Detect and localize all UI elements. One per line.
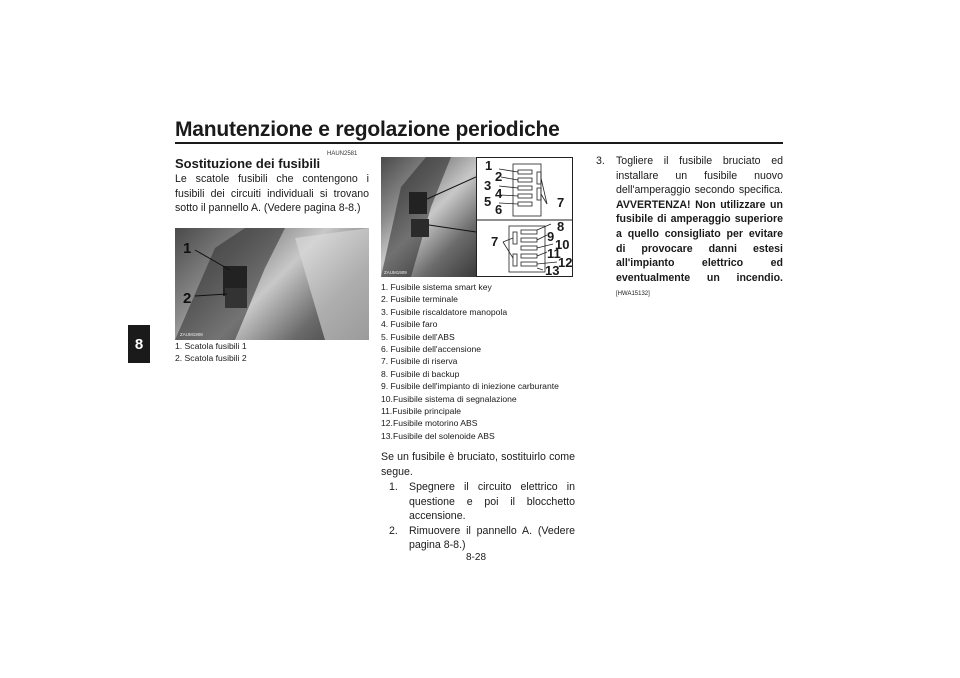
step-number: 3. bbox=[596, 155, 605, 167]
fuse-box-photo bbox=[175, 228, 369, 340]
step-text: Spegnere il circuito elettrico in questione e poi il blocchetto accensione. bbox=[409, 481, 575, 523]
legend-item: 1. Fusibile sistema smart key bbox=[381, 282, 492, 292]
section-intro: Le scatole fusibili che contengono i fusibili dei circuiti individuali si trovano sotto il pannello A. (Vedere pagina 8-8.) bbox=[175, 173, 369, 215]
legend-item: 13.Fusibile del solenoide ABS bbox=[381, 430, 495, 441]
diagram-label-8: 8 bbox=[557, 219, 565, 234]
diagram-label-5: 5 bbox=[484, 194, 492, 209]
section-code: HAUN2581 bbox=[327, 151, 358, 157]
figure-code: ZAUM1909 bbox=[384, 270, 407, 275]
chapter-tab: 8 bbox=[128, 325, 150, 363]
page-title: Manutenzione e regolazione periodiche bbox=[175, 118, 560, 141]
fuse-box-photo-art bbox=[175, 228, 369, 340]
diagram-label-4: 4 bbox=[495, 186, 503, 201]
figure2-legend bbox=[381, 281, 581, 442]
legend-item: 7. Fusibile di riserva bbox=[381, 356, 458, 367]
figure1-legend bbox=[175, 340, 369, 365]
warning-label: AVVERTENZA! bbox=[616, 198, 691, 211]
procedure-step-2 bbox=[389, 524, 575, 553]
diagram-label-13: 13 bbox=[545, 263, 560, 278]
step-text: Rimuovere il pannello A. (Vedere pagina 8-8.) bbox=[409, 524, 575, 552]
section-heading: Sostituzione dei fusibili bbox=[175, 156, 321, 171]
procedure-step-1 bbox=[389, 480, 575, 524]
diagram-label-9: 9 bbox=[547, 229, 555, 244]
warning-text: Non utilizzare un fusibile di amperaggio superiore a quello consigliato per evitare di provocare danni estesi all'impianto elettrico ed eventualmente un incendio. bbox=[616, 198, 783, 284]
fuse-diagram bbox=[476, 157, 573, 277]
step-number: 1. bbox=[389, 481, 398, 493]
callout-1: 1 bbox=[183, 240, 192, 257]
fuse-box-1-diagram bbox=[499, 164, 547, 216]
diagram-label-11: 11 bbox=[547, 246, 561, 261]
legend-item: 11.Fusibile principale bbox=[381, 406, 462, 417]
diagram-label-12: 12 bbox=[558, 255, 573, 270]
diagram-label-10: 10 bbox=[555, 237, 570, 252]
diagram-label-2: 2 bbox=[495, 169, 503, 184]
legend-item: 1. Scatola fusibili 1 bbox=[175, 341, 247, 351]
procedure-steps-col3 bbox=[596, 154, 783, 302]
legend-item: 2. Fusibile terminale bbox=[381, 294, 458, 305]
legend-item: 4. Fusibile faro bbox=[381, 319, 438, 330]
procedure-step-3 bbox=[596, 154, 783, 302]
legend-item: 5. Fusibile dell'ABS bbox=[381, 331, 455, 342]
legend-item: 3. Fusibile riscaldatore manopola bbox=[381, 306, 508, 317]
diagram-label-3: 3 bbox=[484, 178, 492, 193]
diagram-label-7-upper: 7 bbox=[557, 195, 565, 210]
legend-item: 9. Fusibile dell'impianto di iniezione carburante bbox=[381, 381, 559, 392]
diagram-label-7-lower: 7 bbox=[491, 234, 499, 249]
procedure-intro: Se un fusibile è bruciato, sostituirlo come segue. bbox=[381, 451, 575, 478]
legend-item: 10.Fusibile sistema di segnalazione bbox=[381, 393, 517, 404]
diagram-label-6: 6 bbox=[495, 202, 503, 217]
legend-item: 6. Fusibile dell'accensione bbox=[381, 344, 482, 355]
legend-item: 8. Fusibile di backup bbox=[381, 368, 460, 379]
title-rule bbox=[175, 142, 783, 144]
step-number: 2. bbox=[389, 524, 398, 537]
diagram-label-1: 1 bbox=[485, 158, 493, 173]
legend-item: 12.Fusibile motorino ABS bbox=[381, 418, 478, 429]
legend-item: 2. Scatola fusibili 2 bbox=[175, 353, 247, 364]
fuse-location-photo bbox=[381, 157, 476, 277]
warning-code: [HWA15132] bbox=[616, 291, 650, 298]
fuse-location-photo-art bbox=[381, 157, 476, 277]
procedure-steps-col2 bbox=[381, 480, 575, 553]
fuse-box-2-shape bbox=[225, 288, 247, 308]
figure-code: ZAUM1908 bbox=[180, 332, 203, 337]
step-text: Togliere il fusibile bruciato ed installare un fusibile nuovo dell'amperaggio secondo specifica. bbox=[616, 155, 783, 197]
page-number: 8-28 bbox=[466, 552, 487, 563]
callout-2: 2 bbox=[183, 290, 192, 307]
